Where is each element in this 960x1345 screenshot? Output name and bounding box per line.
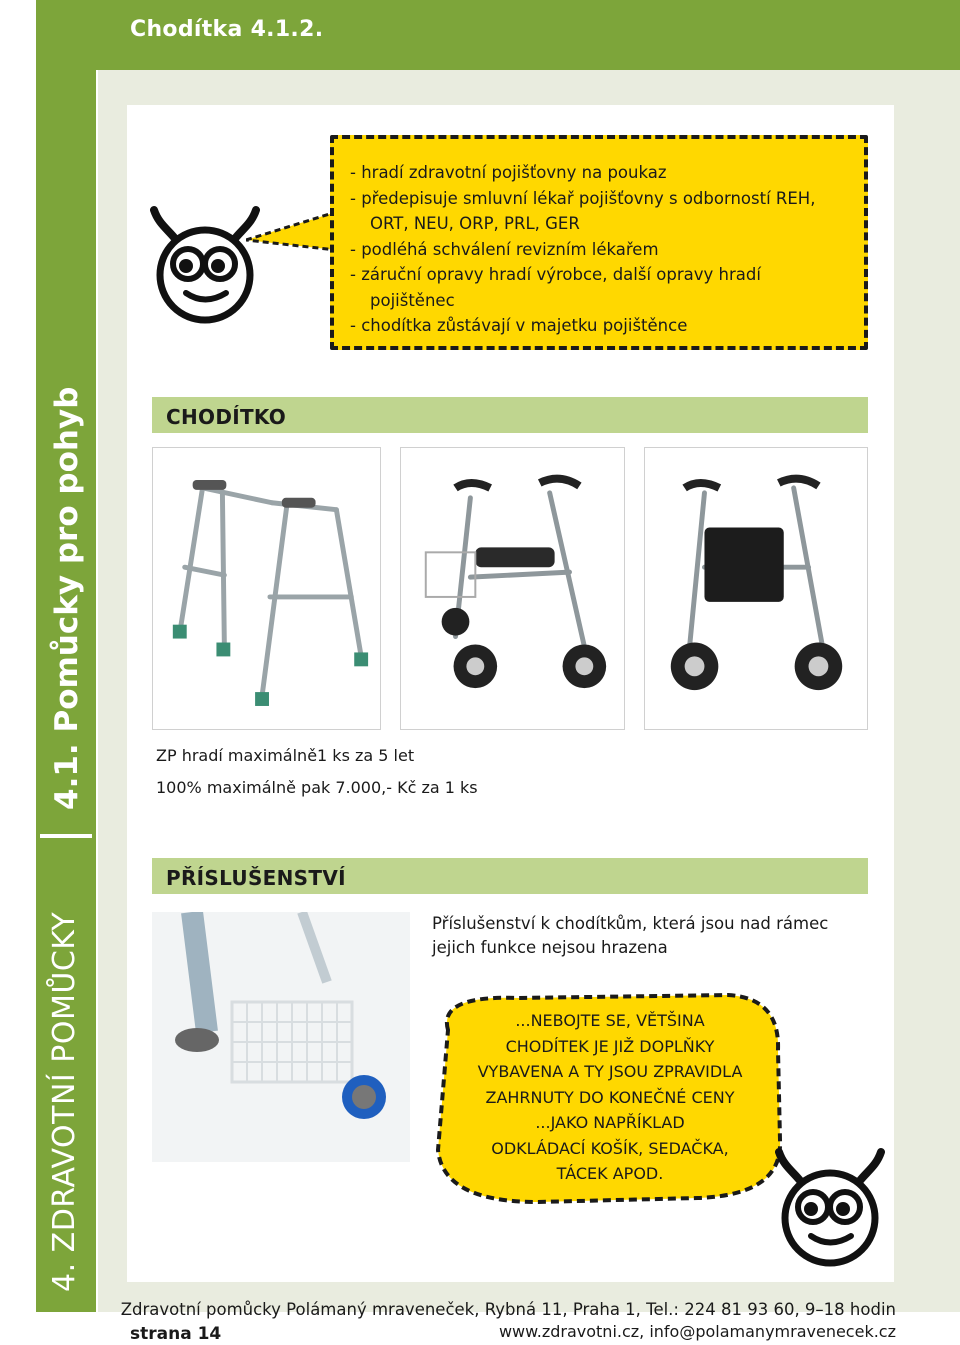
info-line: - chodítka zůstávají v majetku pojištěnce xyxy=(350,316,688,335)
ant-mascot-icon xyxy=(775,1130,885,1270)
ant-mascot-icon xyxy=(150,190,260,325)
accessories-section-header xyxy=(152,858,868,894)
walking-frame-photo xyxy=(152,447,381,730)
three-wheel-walker-photo xyxy=(644,447,868,730)
callout-line: ...NEBOJTE SE, VĚTŠINA xyxy=(515,1011,705,1030)
callout-line: ZAHRNUTY DO KONEČNÉ CENY xyxy=(485,1087,735,1107)
info-line: - předepisuje smluvní lékař pojišťovny s odborností REH, xyxy=(350,188,816,208)
walker-price-note: 100% maximálně pak 7.000,- Kč za 1 ks xyxy=(156,778,478,797)
callout-line: TÁCEK APOD. xyxy=(556,1164,664,1183)
accessories-description-line: Příslušenství k chodítkům, která jsou nad rámec xyxy=(432,914,829,933)
callout-line: VYBAVENA A TY JSOU ZPRAVIDLA xyxy=(477,1062,743,1081)
section-label: 4.1. Pomůcky pro pohyb xyxy=(49,386,85,810)
page-title: Chodítka 4.1.2. xyxy=(130,17,324,42)
rollator-photo xyxy=(400,447,625,730)
callout-line: ODKLÁDACÍ KOŠÍK, SEDAČKA, xyxy=(491,1138,729,1158)
sidebar-divider xyxy=(40,834,92,838)
callout-line: CHODÍTEK JE JIŽ DOPLŇKY xyxy=(505,1036,715,1056)
footer-contact: Zdravotní pomůcky Polámaný mraveneček, Rybná 11, Praha 1, Tel.: 224 81 93 60, 9–18 hodin xyxy=(120,1300,896,1319)
accessories-section-title: PŘÍSLUŠENSTVÍ xyxy=(166,866,346,890)
page-number: strana 14 xyxy=(130,1324,222,1344)
walker-section-title: CHODÍTKO xyxy=(166,405,287,429)
callout-list xyxy=(440,1008,780,1187)
accessories-description xyxy=(432,912,852,960)
info-line: - podléhá schválení revizním lékařem xyxy=(350,239,659,259)
basket-accessory-photo xyxy=(152,912,410,1162)
info-line: ORT, NEU, ORP, PRL, GER xyxy=(370,214,580,233)
accessories-description-line: jejich funkce nejsou hrazena xyxy=(432,938,668,957)
info-line: - hradí zdravotní pojišťovny na poukaz xyxy=(350,163,667,182)
info-line: pojištěnec xyxy=(370,290,455,310)
info-line: - záruční opravy hradí výrobce, další opravy hradí xyxy=(350,265,761,284)
callout-line: ...JAKO NAPŘÍKLAD xyxy=(535,1113,685,1132)
info-list xyxy=(350,160,815,339)
walker-section-header xyxy=(152,397,868,433)
chapter-label: 4. ZDRAVOTNÍ POMŮCKY xyxy=(47,911,82,1292)
footer-web-email: www.zdravotni.cz, info@polamanymravenecek.cz xyxy=(498,1322,896,1341)
walker-coverage-note: ZP hradí maximálně1 ks za 5 let xyxy=(156,746,415,765)
